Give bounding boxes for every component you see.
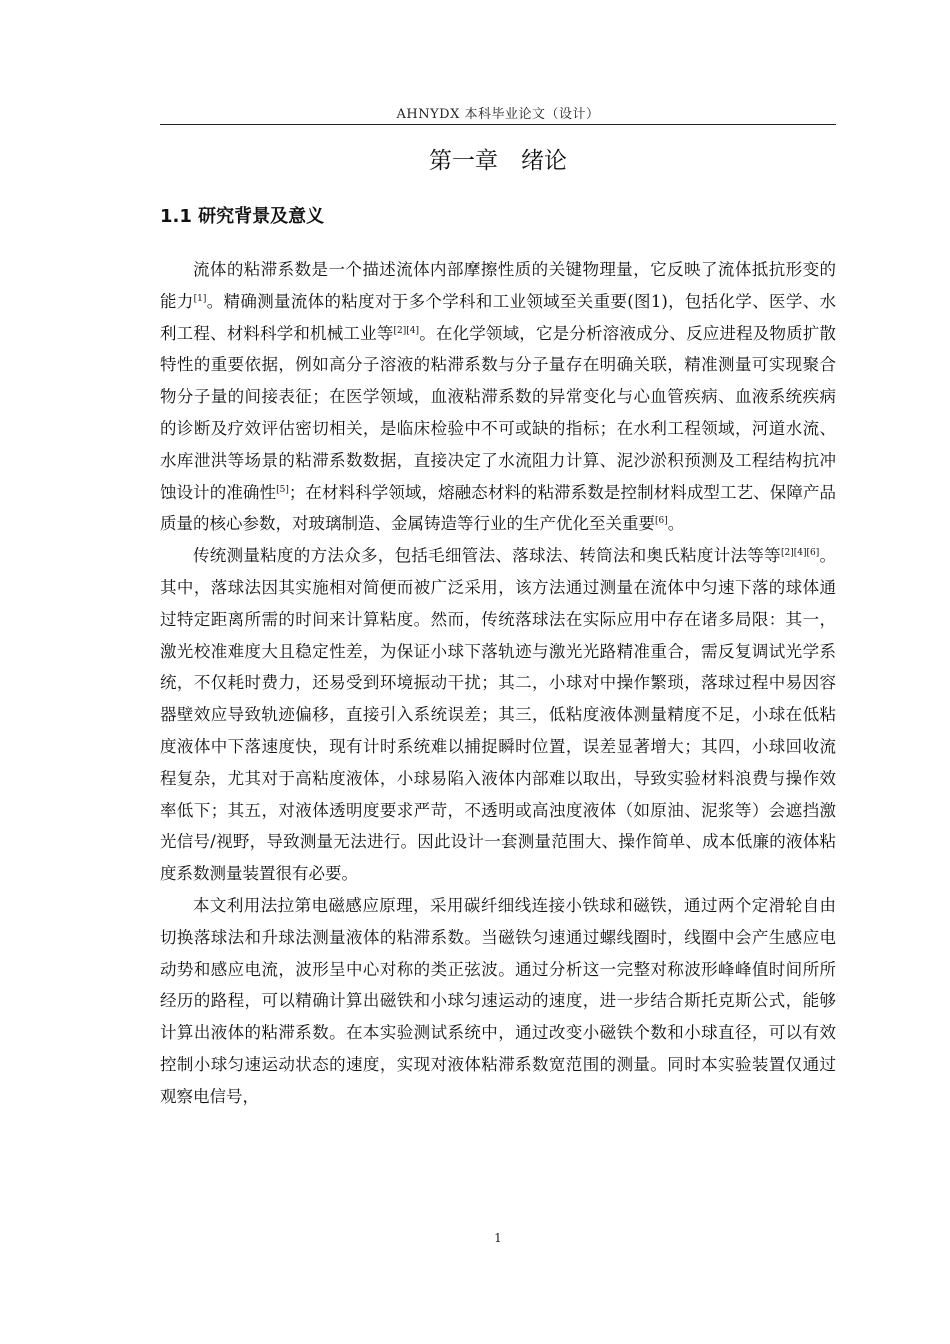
paragraph-1 [160, 254, 836, 540]
text-run: 。 [667, 514, 685, 534]
citation[interactable]: [2][4][6] [780, 548, 820, 559]
running-header: AHNYDX 本科毕业论文（设计） [396, 107, 600, 122]
text-run: 。其中，落球法因其实施相对简便而被广泛采用，该方法通过测量在流体中匀速下落的球体通过特定距离所需的时间来计算粘度。然而，传统落球法在实际应用中存在诸多局限：其一，激光校准难度大且稳定性差，为保证小球下落轨迹与激光光路精准重合，需反复调试光学系统，不仅耗时费力，还易受到环境振动干扰；其二，小球对中操作繁琐，落球过程中易因容器壁效应导致轨迹偏移，直接引入系统误差；其三，低粘度液体测量精度不足，小球在低粘度液体中下落速度快，现有计时系统难以捕捉瞬时位置，误差显著增大；其四，小球回收流程复杂，尤其对于高粘度液体，小球易陷入液体内部难以取出，导致实验材料浪费与操作效率低下；其五，对液体透明度要求严苛，不透明或高浊度液体（如原油、泥浆等）会遮挡激光信号/视野，导致测量无法进行。因此设计一套测量范围大、操作简单、成本低廉的液体粘度系数测量装置很有必要。 [160, 546, 837, 884]
text-run: 传统测量粘度的方法众多，包括毛细管法、落球法、转筒法和奥氏粘度计法等等 [193, 546, 781, 566]
text-run: 。在化学领域，它是分析溶液成分、反应进程及物质扩散特性的重要依据，例如高分子溶液的粘滞系数与分子量存在明确关联，精准测量可实现聚合物分子量的间接表征；在医学领域，血液粘滞系数的异常变化与心血管疾病、血液系统疾病的诊断及疗效评估密切相关，是临床检验中不可或缺的指标；在水利工程领域，河道水流、水库泄洪等场景的粘滞系数数据，直接决定了水流阻力计算、泥沙淤积预测及工程结构抗冲蚀设计的准确性 [160, 323, 837, 502]
text-run: 本文利用法拉第电磁感应原理，采用碳纤细线连接小铁球和磁铁，通过两个定滑轮自由切换落球法和升球法测量液体的粘滞系数。当磁铁匀速通过螺线圈时，线圈中会产生感应电动势和感应电流，波形呈中心对称的类正弦波。通过分析这一完整对称波形峰峰值时间所所经历的路程，可以精确计算出磁铁和小球匀速运动的速度，进一步结合斯托克斯公式，能够计算出液体的粘滞系数。在本实验测试系统中，通过改变小磁铁个数和小球直径，可以有效控制小球匀速运动状态的速度，实现对液体粘滞系数宽范围的测量。同时本实验装置仅通过观察电信号， [160, 895, 836, 1106]
citation[interactable]: [5] [276, 484, 289, 495]
text-run: 流体的粘滞系数是一个描述流体内部摩擦性质的关键物理量，它反映了流体抵抗形变的能力 [160, 260, 836, 311]
section-title: 1.1 研究背景及意义 [160, 206, 325, 227]
chapter-title: 第一章 绪论 [429, 148, 567, 174]
citation[interactable]: [1] [193, 293, 207, 304]
text-run: 。精确测量流体的粘度对于多个学科和工业领域至关重要(图1)，包括化学、医学、水利工程、材料科学和机械工业等 [160, 291, 837, 343]
citation[interactable]: [6] [655, 516, 668, 527]
paragraph-3 [160, 890, 836, 1113]
header-divider [160, 124, 836, 125]
paragraph-2 [160, 540, 836, 890]
text-run: ；在材料科学领域，熔融态材料的粘滞系数是控制材料成型工艺、保障产品质量的核心参数，对玻璃制造、金属铸造等行业的生产优化至关重要 [160, 482, 837, 534]
citation[interactable]: [2][4] [393, 325, 420, 336]
page-number: 1 [494, 1231, 502, 1245]
body-text [160, 254, 836, 1113]
